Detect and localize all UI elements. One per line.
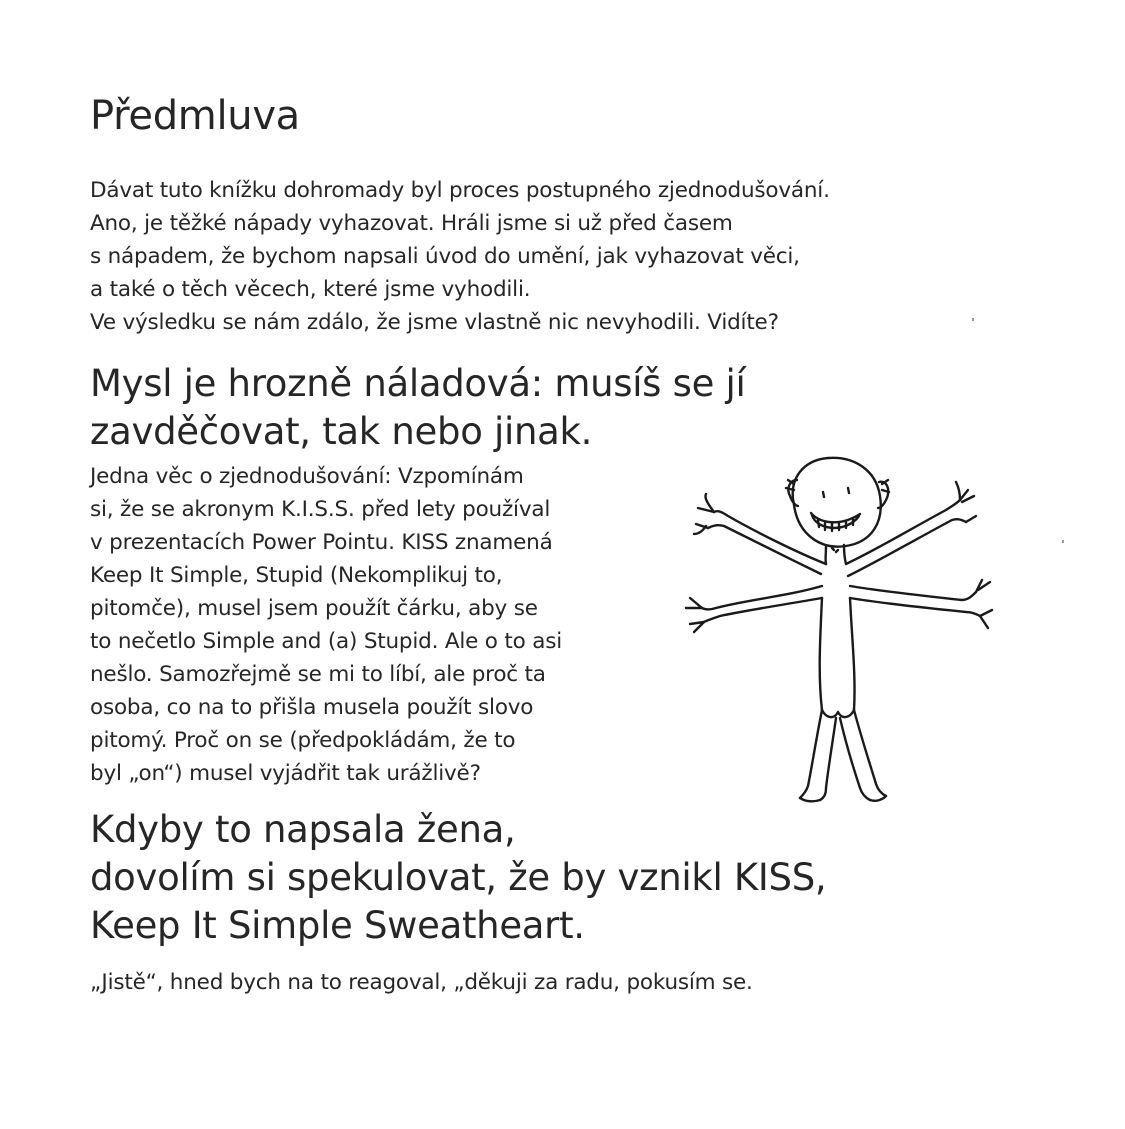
body-line: pitomče), musel jsem použít čárku, aby se (90, 596, 538, 621)
pull-quote-line: Kdyby to napsala žena, (90, 808, 516, 851)
intro-line: Ve výsledku se nám zdálo, že jsme vlastně nic nevyhodili. Vidíte? (90, 310, 779, 335)
pull-quote-line: Keep It Simple Sweatheart. (90, 904, 585, 947)
body-line: si, že se akronym K.I.S.S. před lety používal (90, 497, 551, 522)
intro-line: Ano, je těžké nápady vyhazovat. Hráli jsme si už před časem (90, 211, 733, 236)
pull-quote-line: dovolím si spekulovat, že by vznikl KISS, (90, 856, 827, 899)
intro-line: s nápadem, že bychom napsali úvod do umění, jak vyhazovat věci, (90, 244, 800, 269)
body-line: to nečetlo Simple and (a) Stupid. Ale o to asi (90, 629, 562, 654)
pull-quote-line: zavděčovat, tak nebo jinak. (90, 410, 593, 453)
closing-line: „Jistě“, hned bych na to reagoval, „děkuji za radu, pokusím se. (90, 970, 753, 995)
intro-line: a také o těch věcech, které jsme vyhodili. (90, 277, 531, 302)
paper-speck (1062, 540, 1064, 543)
body-line: osoba, co na to přišla musela použít slovo (90, 695, 534, 720)
page-title: Předmluva (90, 93, 300, 139)
body-line: byl „on“) musel vyjádřit tak urážlivě? (90, 761, 481, 786)
stick-figure-illustration (676, 450, 1016, 810)
intro-line: Dávat tuto knížku dohromady byl proces postupného zjednodušování. (90, 178, 830, 203)
kiss-paragraph (90, 460, 562, 790)
pull-quote-line: Mysl je hrozně náladová: musíš se jí (90, 362, 746, 405)
body-line: Keep It Simple, Stupid (Nekomplikuj to, (90, 563, 503, 588)
body-line: nešlo. Samozřejmě se mi to líbí, ale proč ta (90, 662, 546, 687)
paper-speck (972, 318, 974, 321)
body-line: v prezentacích Power Pointu. KISS znamená (90, 530, 553, 555)
intro-paragraph (90, 174, 830, 339)
pull-quote-mind (90, 360, 745, 456)
body-line: pitomý. Proč on se (předpokládám, že to (90, 728, 516, 753)
pull-quote-kiss (90, 806, 826, 950)
body-line: Jedna věc o zjednodušování: Vzpomínám (90, 464, 524, 489)
